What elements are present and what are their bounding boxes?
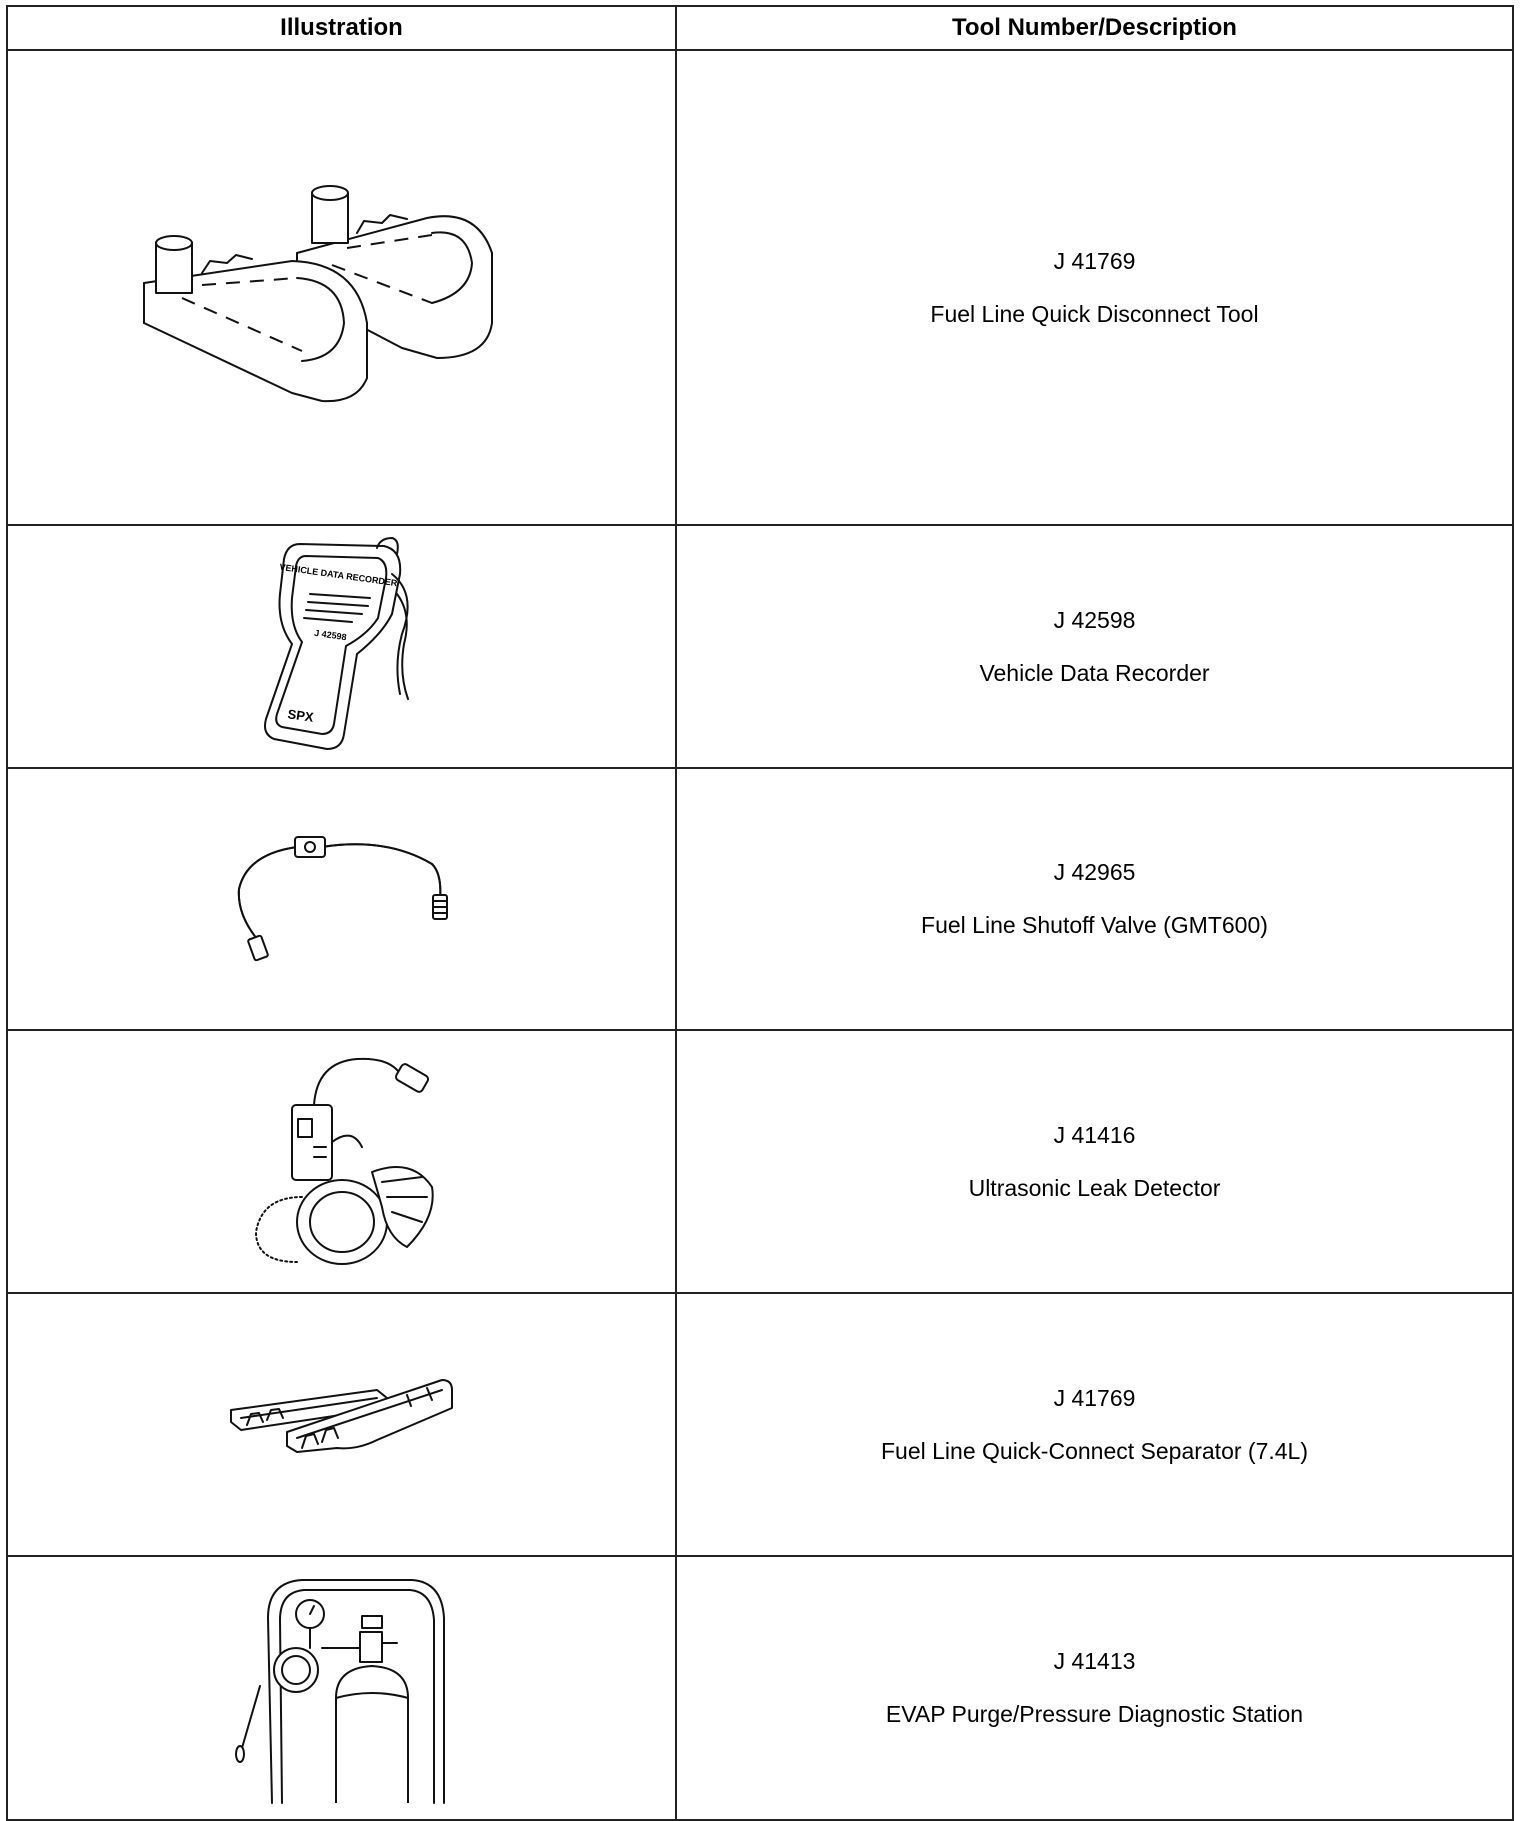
header-row (7, 6, 1513, 50)
description-cell (676, 1030, 1513, 1293)
table-row (7, 50, 1513, 525)
illustration-cell (7, 525, 676, 768)
shutoff-valve-illustration (227, 829, 457, 969)
description-cell (676, 1556, 1513, 1820)
illustration-cell (7, 1030, 676, 1293)
table-row (7, 525, 1513, 768)
table-row (7, 1293, 1513, 1556)
device-label-model: J 42598 (313, 627, 347, 643)
description-cell (676, 525, 1513, 768)
device-label-brand: SPX (286, 706, 315, 725)
header-tool-number-description: Tool Number/Description (676, 6, 1513, 50)
ultrasonic-leak-detector-illustration (242, 1047, 442, 1277)
tool-number: J 42598 (1053, 606, 1136, 633)
illustration-cell (7, 1556, 676, 1820)
quick-connect-separator-illustration (227, 1370, 457, 1480)
tool-number: J 41416 (1053, 1121, 1136, 1148)
table-row (7, 1556, 1513, 1820)
tool-number: J 41413 (1053, 1648, 1136, 1674)
device-label-top: VEHICLE DATA RECORDER (278, 561, 398, 589)
description-cell (676, 768, 1513, 1030)
tool-description: Fuel Line Shutoff Valve (GMT600) (921, 912, 1268, 938)
tool-description: Fuel Line Quick Disconnect Tool (930, 300, 1259, 327)
illustration-cell (7, 50, 676, 525)
table-row (7, 1030, 1513, 1293)
illustration-cell (7, 768, 676, 1030)
tool-number: J 42965 (1053, 859, 1136, 885)
evap-diagnostic-station-illustration (232, 1568, 452, 1808)
tool-number: J 41769 (1053, 1384, 1136, 1411)
description-cell (676, 1293, 1513, 1556)
tool-table (6, 5, 1514, 1821)
tool-description: Fuel Line Quick-Connect Separator (7.4L) (881, 1437, 1308, 1464)
vehicle-data-recorder-illustration (252, 534, 432, 759)
table-row (7, 768, 1513, 1030)
quick-disconnect-tool-illustration (132, 173, 552, 403)
illustration-cell (7, 1293, 676, 1556)
header-illustration: Illustration (7, 6, 676, 50)
tool-number: J 41769 (1053, 247, 1136, 274)
tool-description: Ultrasonic Leak Detector (968, 1174, 1221, 1201)
tool-description: Vehicle Data Recorder (979, 659, 1210, 686)
tool-description: EVAP Purge/Pressure Diagnostic Station (885, 1701, 1304, 1727)
description-cell (676, 50, 1513, 525)
